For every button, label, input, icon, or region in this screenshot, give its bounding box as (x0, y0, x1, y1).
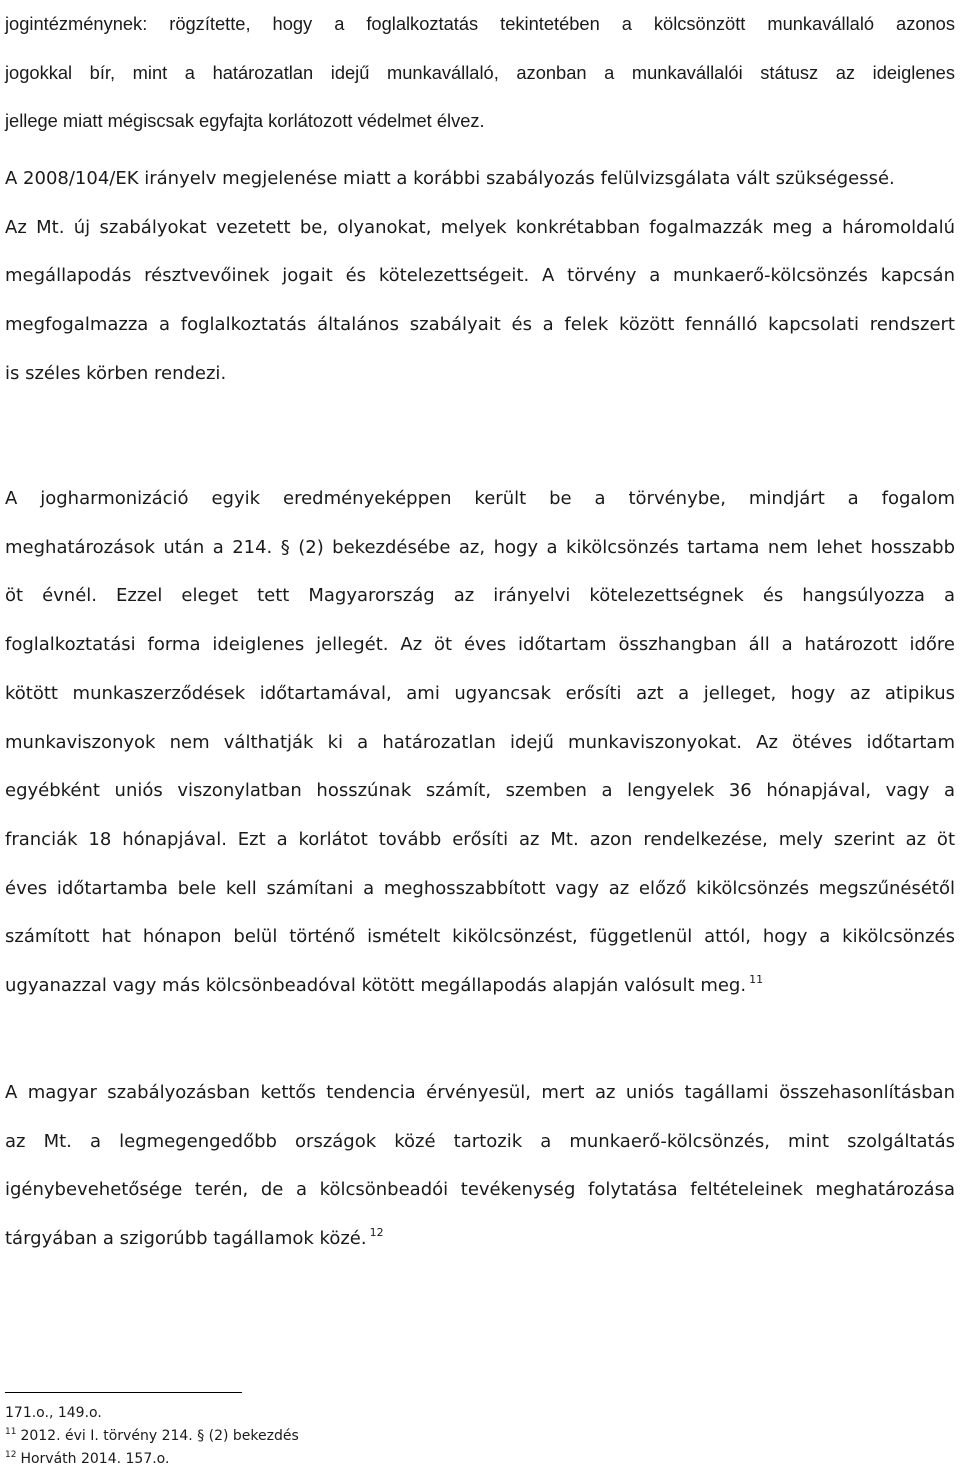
text-line: jellege miatt mégiscsak egyfajta korlátozott védelmet élvez. (5, 110, 485, 132)
footnote-item (5, 1425, 299, 1448)
text-line: egyébként uniós viszonylatban hosszúnak számít, szemben a lengyelek 36 hónapjával, vagy a (5, 780, 955, 802)
footnote-text: 171.o., 149.o. (5, 1405, 102, 1421)
text-line: A magyar szabályozásban kettős tendencia érvényesül, mert az uniós tagállami összehasonlításban (5, 1082, 955, 1103)
text-line-content: tárgyában a szigorúbb tagállamok közé. (5, 1228, 367, 1250)
text-line-content: ugyanazzal vagy más kölcsönbeadóval kötött megállapodás alapján valósult meg. (5, 975, 747, 997)
footnote-ref-12[interactable]: 12 (369, 1226, 384, 1240)
text-line: A 2008/104/EK irányelv megjelenése miatt a korábbi szabályozás felülvizsgálata vált szükségessé. (5, 168, 895, 189)
text-line: megfogalmazza a foglalkoztatás általános szabályait és a felek között fennálló kapcsolati rendszert (5, 314, 955, 336)
footnote-separator (5, 1392, 242, 1393)
text-line: igénybevehetősége terén, de a kölcsönbeadói tevékenység folytatása feltételeinek meghatározása (5, 1179, 955, 1201)
text-line: jogokkal bír, mint a határozatlan idejű munkavállaló, azonban a munkavállalói státusz az ideiglenes (5, 61, 955, 83)
text-line: éves időtartamba bele kell számítani a meghosszabbított vagy az előző kikölcsönzés megszűnésétől (5, 877, 955, 899)
footnote-ref-11[interactable]: 11 (749, 973, 764, 987)
paragraph-3 (5, 475, 955, 1011)
text-line: öt évnél. Ezzel eleget tett Magyarország az irányelvi kötelezettségnek és hangsúlyozza a (5, 585, 955, 607)
text-line: megállapodás résztvevőinek jogait és kötelezettségeit. A törvény a munkaerő-kölcsönzés kapcsán (5, 265, 955, 287)
text-line: is széles körben rendezi. (5, 362, 227, 384)
paragraph-4 (5, 1069, 955, 1264)
text-line: számított hat hónapon belül történő ismételt kikölcsönzést, függetlenül attól, hogy a kikölcsönzés (5, 926, 955, 948)
text-line: kötött munkaszerződések időtartamával, ami ugyancsak erősíti azt a jelleget, hogy az atipikus (5, 682, 955, 704)
footnote-item (5, 1402, 299, 1425)
text-line: Az Mt. új szabályokat vezetett be, olyanokat, melyek konkrétabban fogalmazzák meg a háromoldalú (5, 216, 955, 238)
text-line: munkaviszonyok nem válthatják ki a határozatlan idejű munkaviszonyokat. Az ötéves időtartam (5, 731, 955, 753)
footnotes (5, 1402, 299, 1471)
text-line: az Mt. a legmegengedőbb országok közé tartozik a munkaerő-kölcsönzés, mint szolgáltatás (5, 1130, 955, 1152)
text-line: meghatározások után a 214. § (2) bekezdésébe az, hogy a kikölcsönzés tartama nem lehet hosszabb (5, 536, 955, 558)
text-line (5, 962, 955, 1011)
paragraph-2 (5, 155, 955, 399)
footnote-text: 2012. évi I. törvény 214. § (2) bekezdés (20, 1428, 299, 1444)
footnote-mark: 11 (5, 1427, 17, 1437)
text-line: foglalkoztatási forma ideiglenes jellegét. Az öt éves időtartam összhangban áll a határozott időre (5, 634, 955, 656)
text-line: A jogharmonizáció egyik eredményeképpen került be a törvénybe, mindjárt a fogalom (5, 488, 955, 509)
text-line: franciák 18 hónapjával. Ezt a korlátot tovább erősíti az Mt. azon rendelkezése, mely szerint az öt (5, 828, 955, 850)
text-line (5, 1215, 955, 1264)
paragraph-1 (5, 0, 955, 146)
text-line: jogintézménynek: rögzítette, hogy a foglalkoztatás tekintetében a kölcsönzött munkavállaló azonos (5, 13, 955, 34)
footnote-text: Horváth 2014. 157.o. (20, 1451, 170, 1467)
footnote-mark: 12 (5, 1450, 17, 1460)
